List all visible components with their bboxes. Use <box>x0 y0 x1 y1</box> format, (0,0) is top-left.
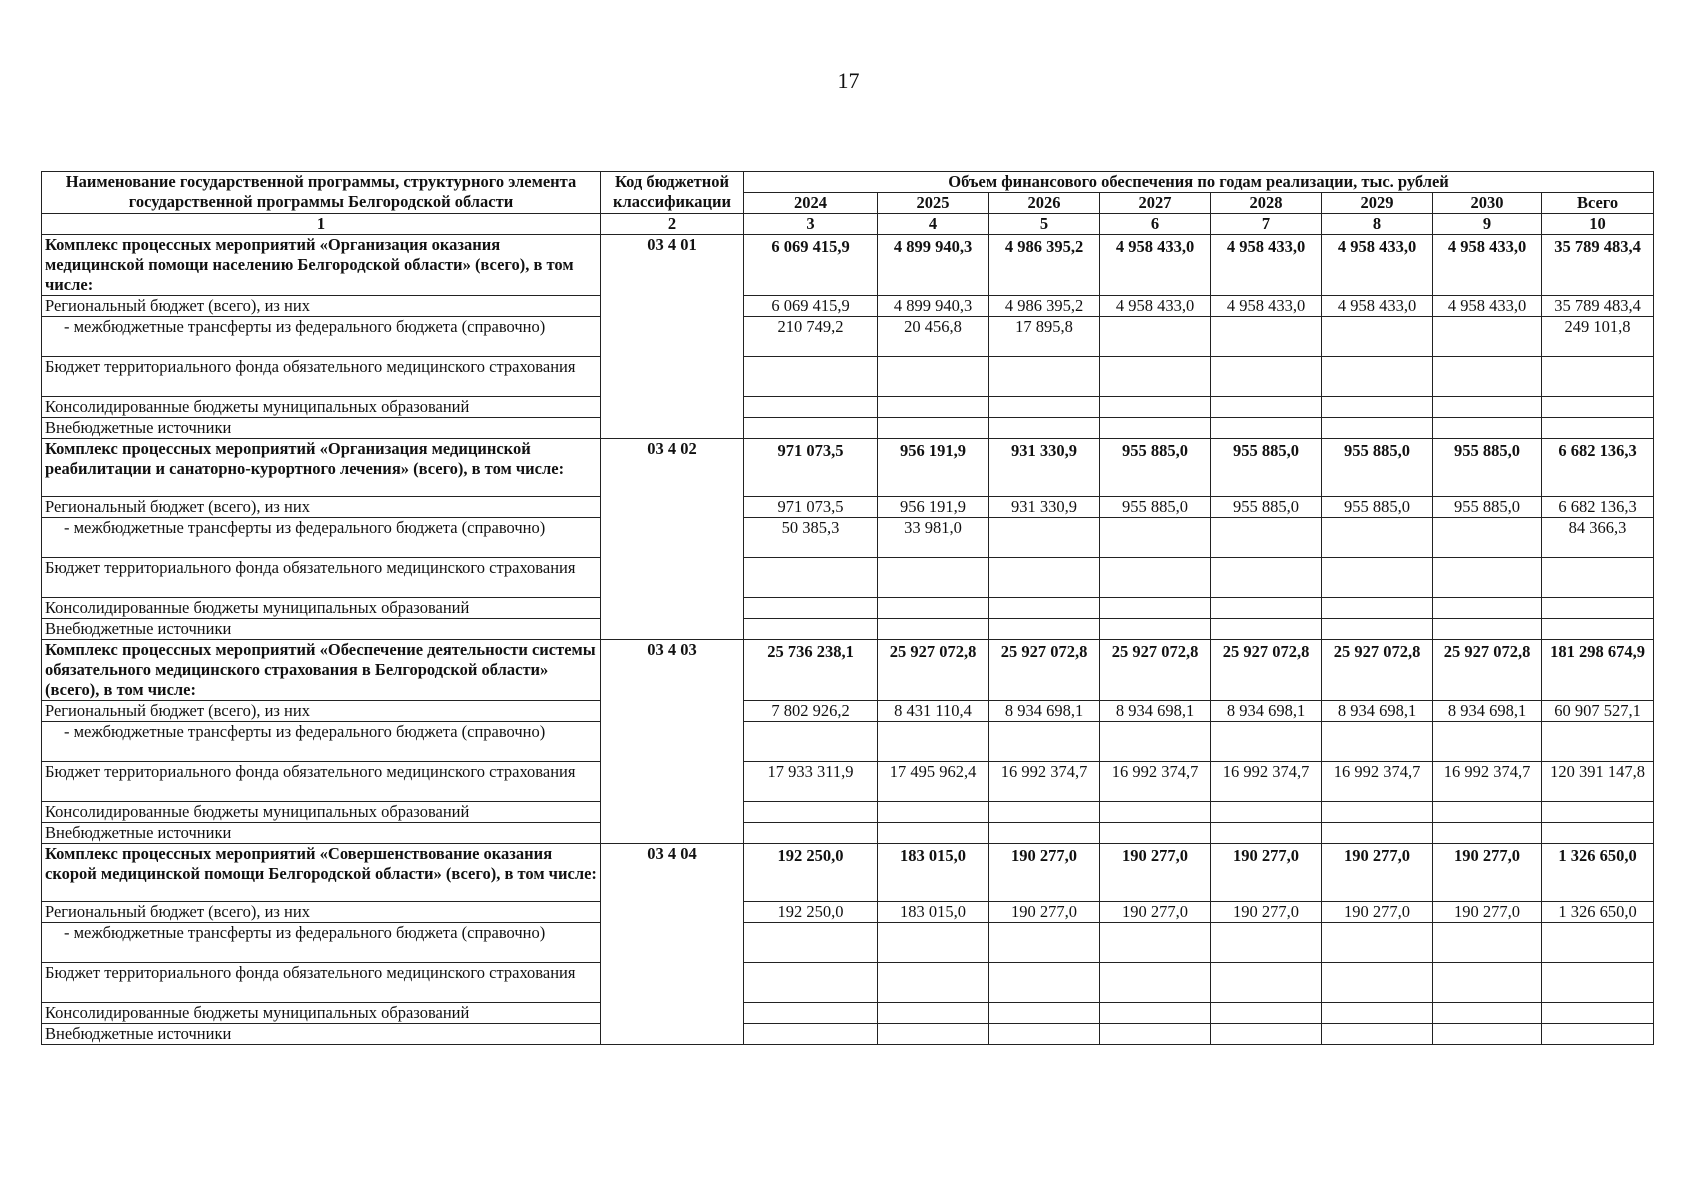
value-cell-oms <box>1433 357 1542 397</box>
value-cell-extra <box>744 418 878 439</box>
value-cell-extra <box>1100 1024 1211 1045</box>
header-year-2: 2025 <box>878 193 989 214</box>
row-extra <box>42 823 1654 844</box>
value-cell-federal <box>1322 923 1433 963</box>
total-value-cell: 4 986 395,2 <box>989 235 1100 296</box>
value-cell-regional: 931 330,9 <box>989 497 1100 518</box>
header-year-3: 2026 <box>989 193 1100 214</box>
budget-table <box>41 171 1654 1045</box>
value-cell-municipal <box>878 397 989 418</box>
value-cell-extra <box>878 418 989 439</box>
total-value-cell: 6 682 136,3 <box>1542 439 1654 497</box>
value-cell-oms <box>1322 558 1433 598</box>
value-cell-extra <box>1433 418 1542 439</box>
value-cell-municipal <box>1322 598 1433 619</box>
value-cell-oms <box>1211 963 1322 1003</box>
total-value-cell: 956 191,9 <box>878 439 989 497</box>
value-cell-regional: 956 191,9 <box>878 497 989 518</box>
row-municipal <box>42 397 1654 418</box>
value-cell-municipal <box>1542 598 1654 619</box>
value-cell-municipal <box>1211 397 1322 418</box>
value-cell-oms: 16 992 374,7 <box>1322 762 1433 802</box>
value-cell-regional: 4 958 433,0 <box>1433 296 1542 317</box>
column-number-9: 9 <box>1433 214 1542 235</box>
value-cell-oms: 16 992 374,7 <box>1433 762 1542 802</box>
total-value-cell: 955 885,0 <box>1100 439 1211 497</box>
block-title-row <box>42 640 1654 701</box>
row-label-municipal: Консолидированные бюджеты муниципальных образований <box>42 598 601 619</box>
value-cell-federal <box>1100 923 1211 963</box>
value-cell-oms: 16 992 374,7 <box>1211 762 1322 802</box>
row-label-federal: - межбюджетные трансферты из федерального бюджета (справочно) <box>42 317 601 357</box>
header-name-col: Наименование государственной программы, структурного элемента государственной программы Белгородской области <box>42 172 601 214</box>
row-label-regional: Региональный бюджет (всего), из них <box>42 701 601 722</box>
value-cell-oms <box>1542 357 1654 397</box>
column-number-10: 10 <box>1542 214 1654 235</box>
value-cell-regional: 60 907 527,1 <box>1542 701 1654 722</box>
value-cell-extra <box>744 1024 878 1045</box>
column-number-5: 5 <box>989 214 1100 235</box>
total-value-cell: 6 069 415,9 <box>744 235 878 296</box>
value-cell-oms <box>878 963 989 1003</box>
value-cell-oms <box>1100 357 1211 397</box>
column-number-2: 2 <box>601 214 744 235</box>
value-cell-extra <box>1322 1024 1433 1045</box>
value-cell-municipal <box>1211 1003 1322 1024</box>
total-value-cell: 190 277,0 <box>1322 844 1433 902</box>
value-cell-oms <box>1211 558 1322 598</box>
value-cell-regional: 183 015,0 <box>878 902 989 923</box>
value-cell-municipal <box>1542 1003 1654 1024</box>
row-extra <box>42 1024 1654 1045</box>
value-cell-regional: 8 431 110,4 <box>878 701 989 722</box>
column-number-4: 4 <box>878 214 989 235</box>
budget-code: 03 4 01 <box>601 235 744 439</box>
budget-code: 03 4 04 <box>601 844 744 1045</box>
value-cell-extra <box>1322 619 1433 640</box>
value-cell-municipal <box>1542 802 1654 823</box>
total-value-cell: 931 330,9 <box>989 439 1100 497</box>
value-cell-extra <box>1433 619 1542 640</box>
value-cell-oms <box>1322 963 1433 1003</box>
total-value-cell: 192 250,0 <box>744 844 878 902</box>
value-cell-extra <box>1211 1024 1322 1045</box>
row-oms <box>42 558 1654 598</box>
value-cell-federal: 210 749,2 <box>744 317 878 357</box>
total-value-cell: 181 298 674,9 <box>1542 640 1654 701</box>
value-cell-municipal <box>744 1003 878 1024</box>
table-header <box>42 172 1654 235</box>
row-municipal <box>42 1003 1654 1024</box>
value-cell-federal: 50 385,3 <box>744 518 878 558</box>
value-cell-federal <box>744 722 878 762</box>
value-cell-regional: 955 885,0 <box>1100 497 1211 518</box>
value-cell-regional: 1 326 650,0 <box>1542 902 1654 923</box>
value-cell-extra <box>989 1024 1100 1045</box>
value-cell-extra <box>1433 1024 1542 1045</box>
value-cell-regional: 6 069 415,9 <box>744 296 878 317</box>
value-cell-extra <box>744 619 878 640</box>
row-label-extra: Внебюджетные источники <box>42 823 601 844</box>
row-label-federal: - межбюджетные трансферты из федерального бюджета (справочно) <box>42 923 601 963</box>
total-value-cell: 190 277,0 <box>1100 844 1211 902</box>
value-cell-oms <box>1100 558 1211 598</box>
value-cell-municipal <box>1542 397 1654 418</box>
value-cell-municipal <box>1100 802 1211 823</box>
value-cell-oms <box>989 558 1100 598</box>
value-cell-extra <box>1211 619 1322 640</box>
header-year-8: Всего <box>1542 193 1654 214</box>
row-federal <box>42 722 1654 762</box>
value-cell-extra <box>1211 823 1322 844</box>
value-cell-federal <box>989 722 1100 762</box>
value-cell-regional: 6 682 136,3 <box>1542 497 1654 518</box>
value-cell-oms <box>744 963 878 1003</box>
column-number-7: 7 <box>1211 214 1322 235</box>
value-cell-oms: 16 992 374,7 <box>1100 762 1211 802</box>
value-cell-municipal <box>1433 397 1542 418</box>
value-cell-extra <box>1211 418 1322 439</box>
value-cell-extra <box>989 619 1100 640</box>
row-regional <box>42 497 1654 518</box>
total-value-cell: 25 927 072,8 <box>989 640 1100 701</box>
value-cell-federal <box>1100 722 1211 762</box>
total-value-cell: 25 736 238,1 <box>744 640 878 701</box>
value-cell-federal <box>1322 317 1433 357</box>
value-cell-regional: 8 934 698,1 <box>1211 701 1322 722</box>
row-label-regional: Региональный бюджет (всего), из них <box>42 296 601 317</box>
value-cell-municipal <box>744 802 878 823</box>
block-title-row <box>42 439 1654 497</box>
value-cell-municipal <box>1322 1003 1433 1024</box>
total-value-cell: 4 958 433,0 <box>1211 235 1322 296</box>
value-cell-extra <box>989 823 1100 844</box>
value-cell-extra <box>1542 823 1654 844</box>
value-cell-oms: 17 933 311,9 <box>744 762 878 802</box>
value-cell-extra <box>1542 418 1654 439</box>
table-body <box>42 235 1654 1045</box>
page-number: 17 <box>837 68 860 93</box>
row-label-oms: Бюджет территориального фонда обязательного медицинского страхования <box>42 357 601 397</box>
value-cell-regional: 971 073,5 <box>744 497 878 518</box>
value-cell-federal <box>1433 518 1542 558</box>
row-municipal <box>42 598 1654 619</box>
total-value-cell: 25 927 072,8 <box>878 640 989 701</box>
value-cell-federal <box>1211 317 1322 357</box>
value-cell-extra <box>1322 823 1433 844</box>
row-label-regional: Региональный бюджет (всего), из них <box>42 902 601 923</box>
total-value-cell: 25 927 072,8 <box>1100 640 1211 701</box>
block-title: Комплекс процессных мероприятий «Организация оказания медицинской помощи населению Белгородской области» (всего), в том числе: <box>42 235 601 296</box>
value-cell-regional: 190 277,0 <box>1211 902 1322 923</box>
value-cell-regional: 8 934 698,1 <box>1433 701 1542 722</box>
block-title-row <box>42 844 1654 902</box>
value-cell-regional: 4 958 433,0 <box>1322 296 1433 317</box>
row-label-oms: Бюджет территориального фонда обязательного медицинского страхования <box>42 963 601 1003</box>
row-extra <box>42 619 1654 640</box>
value-cell-regional: 4 958 433,0 <box>1100 296 1211 317</box>
value-cell-oms <box>1211 357 1322 397</box>
value-cell-federal <box>744 923 878 963</box>
row-label-municipal: Консолидированные бюджеты муниципальных образований <box>42 802 601 823</box>
total-value-cell: 190 277,0 <box>989 844 1100 902</box>
row-regional <box>42 902 1654 923</box>
total-value-cell: 4 899 940,3 <box>878 235 989 296</box>
value-cell-oms <box>878 558 989 598</box>
value-cell-extra <box>1100 823 1211 844</box>
row-label-extra: Внебюджетные источники <box>42 1024 601 1045</box>
row-federal <box>42 923 1654 963</box>
total-value-cell: 190 277,0 <box>1211 844 1322 902</box>
value-cell-oms <box>1433 963 1542 1003</box>
value-cell-oms <box>1100 963 1211 1003</box>
total-value-cell: 25 927 072,8 <box>1211 640 1322 701</box>
value-cell-oms <box>1542 963 1654 1003</box>
total-value-cell: 4 958 433,0 <box>1322 235 1433 296</box>
value-cell-municipal <box>1433 598 1542 619</box>
value-cell-municipal <box>989 598 1100 619</box>
total-value-cell: 183 015,0 <box>878 844 989 902</box>
row-label-municipal: Консолидированные бюджеты муниципальных образований <box>42 1003 601 1024</box>
value-cell-municipal <box>1211 598 1322 619</box>
value-cell-regional: 190 277,0 <box>1100 902 1211 923</box>
value-cell-federal <box>989 923 1100 963</box>
value-cell-federal: 20 456,8 <box>878 317 989 357</box>
value-cell-regional: 955 885,0 <box>1211 497 1322 518</box>
block-title: Комплекс процессных мероприятий «Обеспечение деятельности системы обязательного медицинского страхования в Белгородской области» (всего), в том числе: <box>42 640 601 701</box>
value-cell-regional: 4 986 395,2 <box>989 296 1100 317</box>
block-title: Комплекс процессных мероприятий «Совершенствование оказания скорой медицинской помощи Белгородской области» (всего), в том числе: <box>42 844 601 902</box>
value-cell-regional: 8 934 698,1 <box>1322 701 1433 722</box>
value-cell-municipal <box>1211 802 1322 823</box>
header-year-6: 2029 <box>1322 193 1433 214</box>
value-cell-federal <box>989 518 1100 558</box>
total-value-cell: 25 927 072,8 <box>1322 640 1433 701</box>
value-cell-municipal <box>1100 397 1211 418</box>
value-cell-municipal <box>989 397 1100 418</box>
row-label-oms: Бюджет территориального фонда обязательного медицинского страхования <box>42 762 601 802</box>
value-cell-federal <box>1211 722 1322 762</box>
row-label-federal: - межбюджетные трансферты из федерального бюджета (справочно) <box>42 518 601 558</box>
value-cell-municipal <box>878 598 989 619</box>
value-cell-extra <box>1542 619 1654 640</box>
total-value-cell: 955 885,0 <box>1211 439 1322 497</box>
value-cell-municipal <box>1322 397 1433 418</box>
value-cell-municipal <box>1433 1003 1542 1024</box>
value-cell-extra <box>878 823 989 844</box>
value-cell-federal <box>878 923 989 963</box>
value-cell-oms: 120 391 147,8 <box>1542 762 1654 802</box>
value-cell-regional: 4 899 940,3 <box>878 296 989 317</box>
value-cell-municipal <box>1100 598 1211 619</box>
total-value-cell: 4 958 433,0 <box>1100 235 1211 296</box>
budget-code: 03 4 02 <box>601 439 744 640</box>
total-value-cell: 955 885,0 <box>1433 439 1542 497</box>
value-cell-oms <box>989 963 1100 1003</box>
header-code-col: Код бюджетной классификации <box>601 172 744 214</box>
value-cell-extra <box>1542 1024 1654 1045</box>
value-cell-federal: 33 981,0 <box>878 518 989 558</box>
value-cell-municipal <box>878 1003 989 1024</box>
value-cell-federal: 84 366,3 <box>1542 518 1654 558</box>
header-year-4: 2027 <box>1100 193 1211 214</box>
value-cell-municipal <box>744 397 878 418</box>
value-cell-oms <box>989 357 1100 397</box>
column-number-6: 6 <box>1100 214 1211 235</box>
row-oms <box>42 762 1654 802</box>
value-cell-regional: 4 958 433,0 <box>1211 296 1322 317</box>
value-cell-oms <box>744 558 878 598</box>
value-cell-municipal <box>878 802 989 823</box>
value-cell-federal <box>878 722 989 762</box>
row-regional <box>42 296 1654 317</box>
column-number-1: 1 <box>42 214 601 235</box>
value-cell-regional: 190 277,0 <box>989 902 1100 923</box>
value-cell-federal <box>1542 923 1654 963</box>
value-cell-extra <box>1100 418 1211 439</box>
value-cell-federal <box>1322 518 1433 558</box>
value-cell-regional: 955 885,0 <box>1433 497 1542 518</box>
row-label-extra: Внебюджетные источники <box>42 619 601 640</box>
value-cell-regional: 35 789 483,4 <box>1542 296 1654 317</box>
column-number-8: 8 <box>1322 214 1433 235</box>
value-cell-oms <box>1433 558 1542 598</box>
value-cell-federal: 17 895,8 <box>989 317 1100 357</box>
value-cell-regional: 8 934 698,1 <box>989 701 1100 722</box>
header-year-7: 2030 <box>1433 193 1542 214</box>
row-label-oms: Бюджет территориального фонда обязательного медицинского страхования <box>42 558 601 598</box>
value-cell-federal <box>1211 923 1322 963</box>
total-value-cell: 971 073,5 <box>744 439 878 497</box>
row-oms <box>42 357 1654 397</box>
total-value-cell: 955 885,0 <box>1322 439 1433 497</box>
value-cell-federal <box>1433 317 1542 357</box>
value-cell-oms <box>1542 558 1654 598</box>
value-cell-oms: 17 495 962,4 <box>878 762 989 802</box>
budget-code: 03 4 03 <box>601 640 744 844</box>
value-cell-federal <box>1542 722 1654 762</box>
block-title: Комплекс процессных мероприятий «Организация медицинской реабилитации и санаторно-курортного лечения» (всего), в том числе: <box>42 439 601 497</box>
row-label-federal: - межбюджетные трансферты из федерального бюджета (справочно) <box>42 722 601 762</box>
value-cell-extra <box>878 1024 989 1045</box>
value-cell-municipal <box>1433 802 1542 823</box>
value-cell-regional: 7 802 926,2 <box>744 701 878 722</box>
value-cell-municipal <box>744 598 878 619</box>
value-cell-municipal <box>989 1003 1100 1024</box>
total-value-cell: 25 927 072,8 <box>1433 640 1542 701</box>
row-oms <box>42 963 1654 1003</box>
value-cell-oms: 16 992 374,7 <box>989 762 1100 802</box>
value-cell-municipal <box>1322 802 1433 823</box>
row-municipal <box>42 802 1654 823</box>
value-cell-extra <box>878 619 989 640</box>
value-cell-federal <box>1100 518 1211 558</box>
row-label-municipal: Консолидированные бюджеты муниципальных образований <box>42 397 601 418</box>
value-cell-oms <box>744 357 878 397</box>
value-cell-oms <box>878 357 989 397</box>
value-cell-regional: 192 250,0 <box>744 902 878 923</box>
value-cell-municipal <box>1100 1003 1211 1024</box>
value-cell-extra <box>989 418 1100 439</box>
row-regional <box>42 701 1654 722</box>
value-cell-extra <box>744 823 878 844</box>
value-cell-oms <box>1322 357 1433 397</box>
column-number-3: 3 <box>744 214 878 235</box>
total-value-cell: 1 326 650,0 <box>1542 844 1654 902</box>
row-label-regional: Региональный бюджет (всего), из них <box>42 497 601 518</box>
total-value-cell: 4 958 433,0 <box>1433 235 1542 296</box>
row-federal <box>42 317 1654 357</box>
value-cell-federal <box>1433 722 1542 762</box>
value-cell-regional: 8 934 698,1 <box>1100 701 1211 722</box>
row-label-extra: Внебюджетные источники <box>42 418 601 439</box>
value-cell-extra <box>1322 418 1433 439</box>
value-cell-regional: 190 277,0 <box>1433 902 1542 923</box>
value-cell-regional: 190 277,0 <box>1322 902 1433 923</box>
value-cell-federal <box>1211 518 1322 558</box>
header-year-5: 2028 <box>1211 193 1322 214</box>
value-cell-federal <box>1100 317 1211 357</box>
block-title-row <box>42 235 1654 296</box>
value-cell-extra <box>1100 619 1211 640</box>
column-numbers-row <box>42 214 1654 235</box>
value-cell-federal <box>1433 923 1542 963</box>
value-cell-municipal <box>989 802 1100 823</box>
value-cell-extra <box>1433 823 1542 844</box>
total-value-cell: 35 789 483,4 <box>1542 235 1654 296</box>
value-cell-federal <box>1322 722 1433 762</box>
row-extra <box>42 418 1654 439</box>
total-value-cell: 190 277,0 <box>1433 844 1542 902</box>
value-cell-federal: 249 101,8 <box>1542 317 1654 357</box>
header-year-1: 2024 <box>744 193 878 214</box>
header-volume-col: Объем финансового обеспечения по годам реализации, тыс. рублей <box>744 172 1654 193</box>
value-cell-regional: 955 885,0 <box>1322 497 1433 518</box>
row-federal <box>42 518 1654 558</box>
